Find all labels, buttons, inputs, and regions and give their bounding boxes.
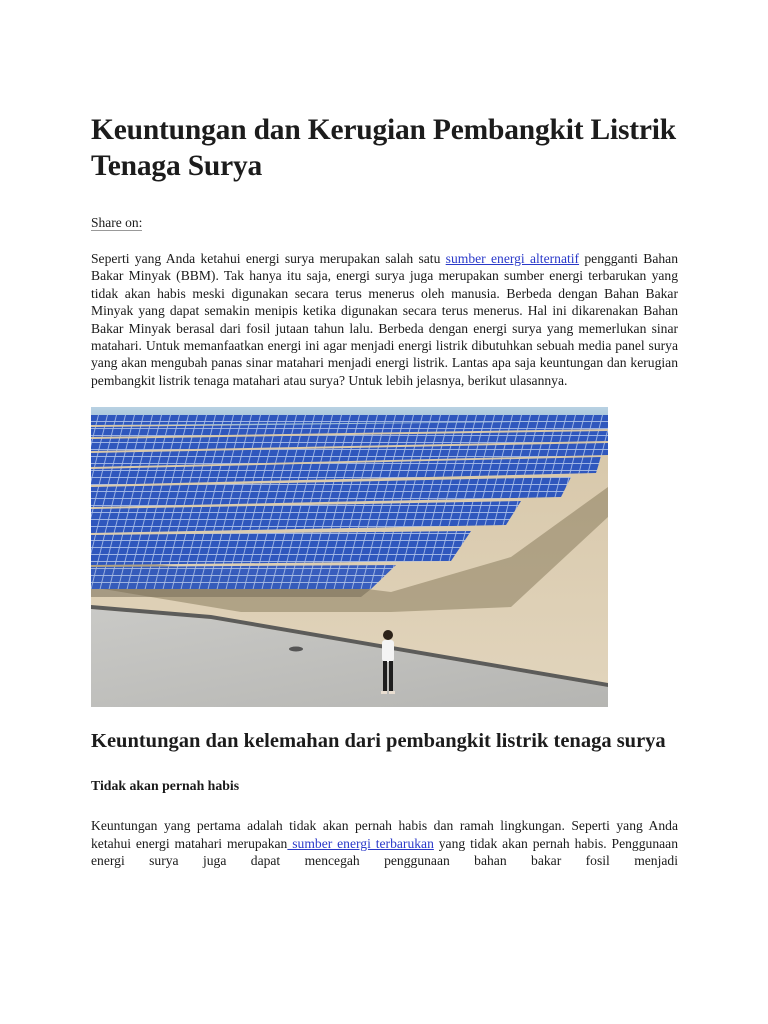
share-label[interactable]: Share on:: [91, 215, 143, 230]
page-title: Keuntungan dan Kerugian Pembangkit Listrik Tenaga Surya: [91, 114, 676, 182]
alternative-energy-link[interactable]: sumber energi alternatif: [445, 251, 580, 266]
intro-text-start: Seperti yang Anda ketahui energi surya merupakan salah satu: [91, 251, 446, 266]
renewable-energy-link[interactable]: sumber energi terbarukan: [287, 835, 434, 851]
solar-farm-photo: [91, 407, 608, 707]
intro-paragraph: [91, 250, 678, 389]
share-bar: [91, 214, 678, 232]
intro-text-end: pengganti Bahan Bakar Minyak (BBM). Tak hanya itu saja, energi surya juga merupakan sumber energi terbarukan yang tidak akan habis meski digunakan secara terus menerus oleh manusia. Berbeda dengan Bahan Bakar Minyak yang dapat semakin menipis ketika digunakan secara terus menerus. Hal ini dikarenakan Bahan Bakar Minyak berasal dari fosil jutaan tahun lalu. Berbeda dengan energi surya yang memerlukan sinar matahari. Untuk memanfaatkan energi ini agar menjadi energi listrik dibutuhkan sebuah media panel surya yang akan mengubah panas sinar matahari menjadi energi listrik. Lantas apa saja keuntungan dan kerugian pembangkit listrik tenaga matahari atau surya? Untuk lebih jelasnya, berikut ulasannya.: [91, 251, 678, 388]
article: [91, 112, 678, 869]
section-heading: Keuntungan dan kelemahan dari pembangkit listrik tenaga surya: [91, 730, 666, 753]
subsection-heading: Tidak akan pernah habis: [91, 778, 240, 794]
advantage-text-start: Keuntungan yang pertama adalah tidak akan pernah habis dan ramah lingkungan. Seperti yang Anda ketahui energi matahari merupakan: [91, 818, 678, 851]
advantage-paragraph: [91, 817, 678, 869]
advantage-text-end: yang tidak akan pernah habis. Penggunaan energi surya juga dapat mencegah penggunaan bahan bakar fosil menjadi: [91, 835, 678, 869]
